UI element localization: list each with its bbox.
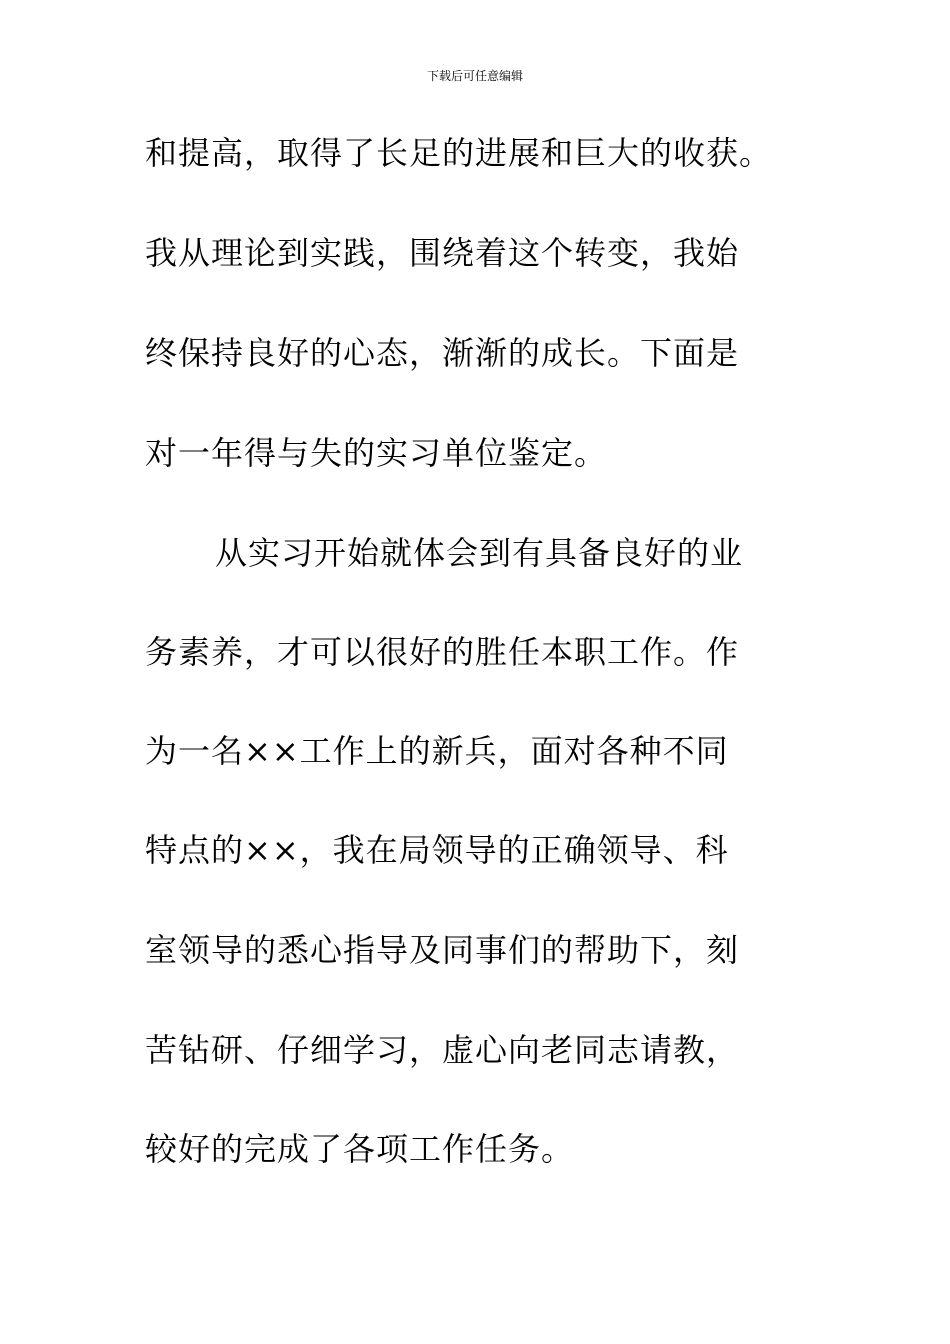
header-note: 下载后可任意编辑 bbox=[426, 69, 523, 83]
text-line: 务素养，才可以很好的胜任本职工作。作 bbox=[145, 633, 740, 671]
text-line: 我从理论到实践，围绕着这个转变，我始 bbox=[145, 234, 740, 272]
paragraph-start-line: 从实习开始就体会到有具备良好的业 bbox=[215, 534, 744, 572]
text-line: 和提高，取得了长足的进展和巨大的收获。 bbox=[145, 134, 773, 172]
text-line: 较好的完成了各项工作任务。 bbox=[145, 1130, 575, 1168]
text-line: 特点的××，我在局领导的正确领导、科 bbox=[145, 831, 729, 869]
text-line: 为一名××工作上的新兵，面对各种不同 bbox=[145, 732, 729, 770]
text-line: 室领导的悉心指导及同事们的帮助下，刻 bbox=[145, 931, 740, 969]
text-line: 苦钻研、仔细学习，虚心向老同志请教， bbox=[145, 1031, 740, 1069]
text-line: 对一年得与失的实习单位鉴定。 bbox=[145, 434, 608, 472]
text-line: 终保持良好的心态，渐渐的成长。下面是 bbox=[145, 334, 740, 372]
